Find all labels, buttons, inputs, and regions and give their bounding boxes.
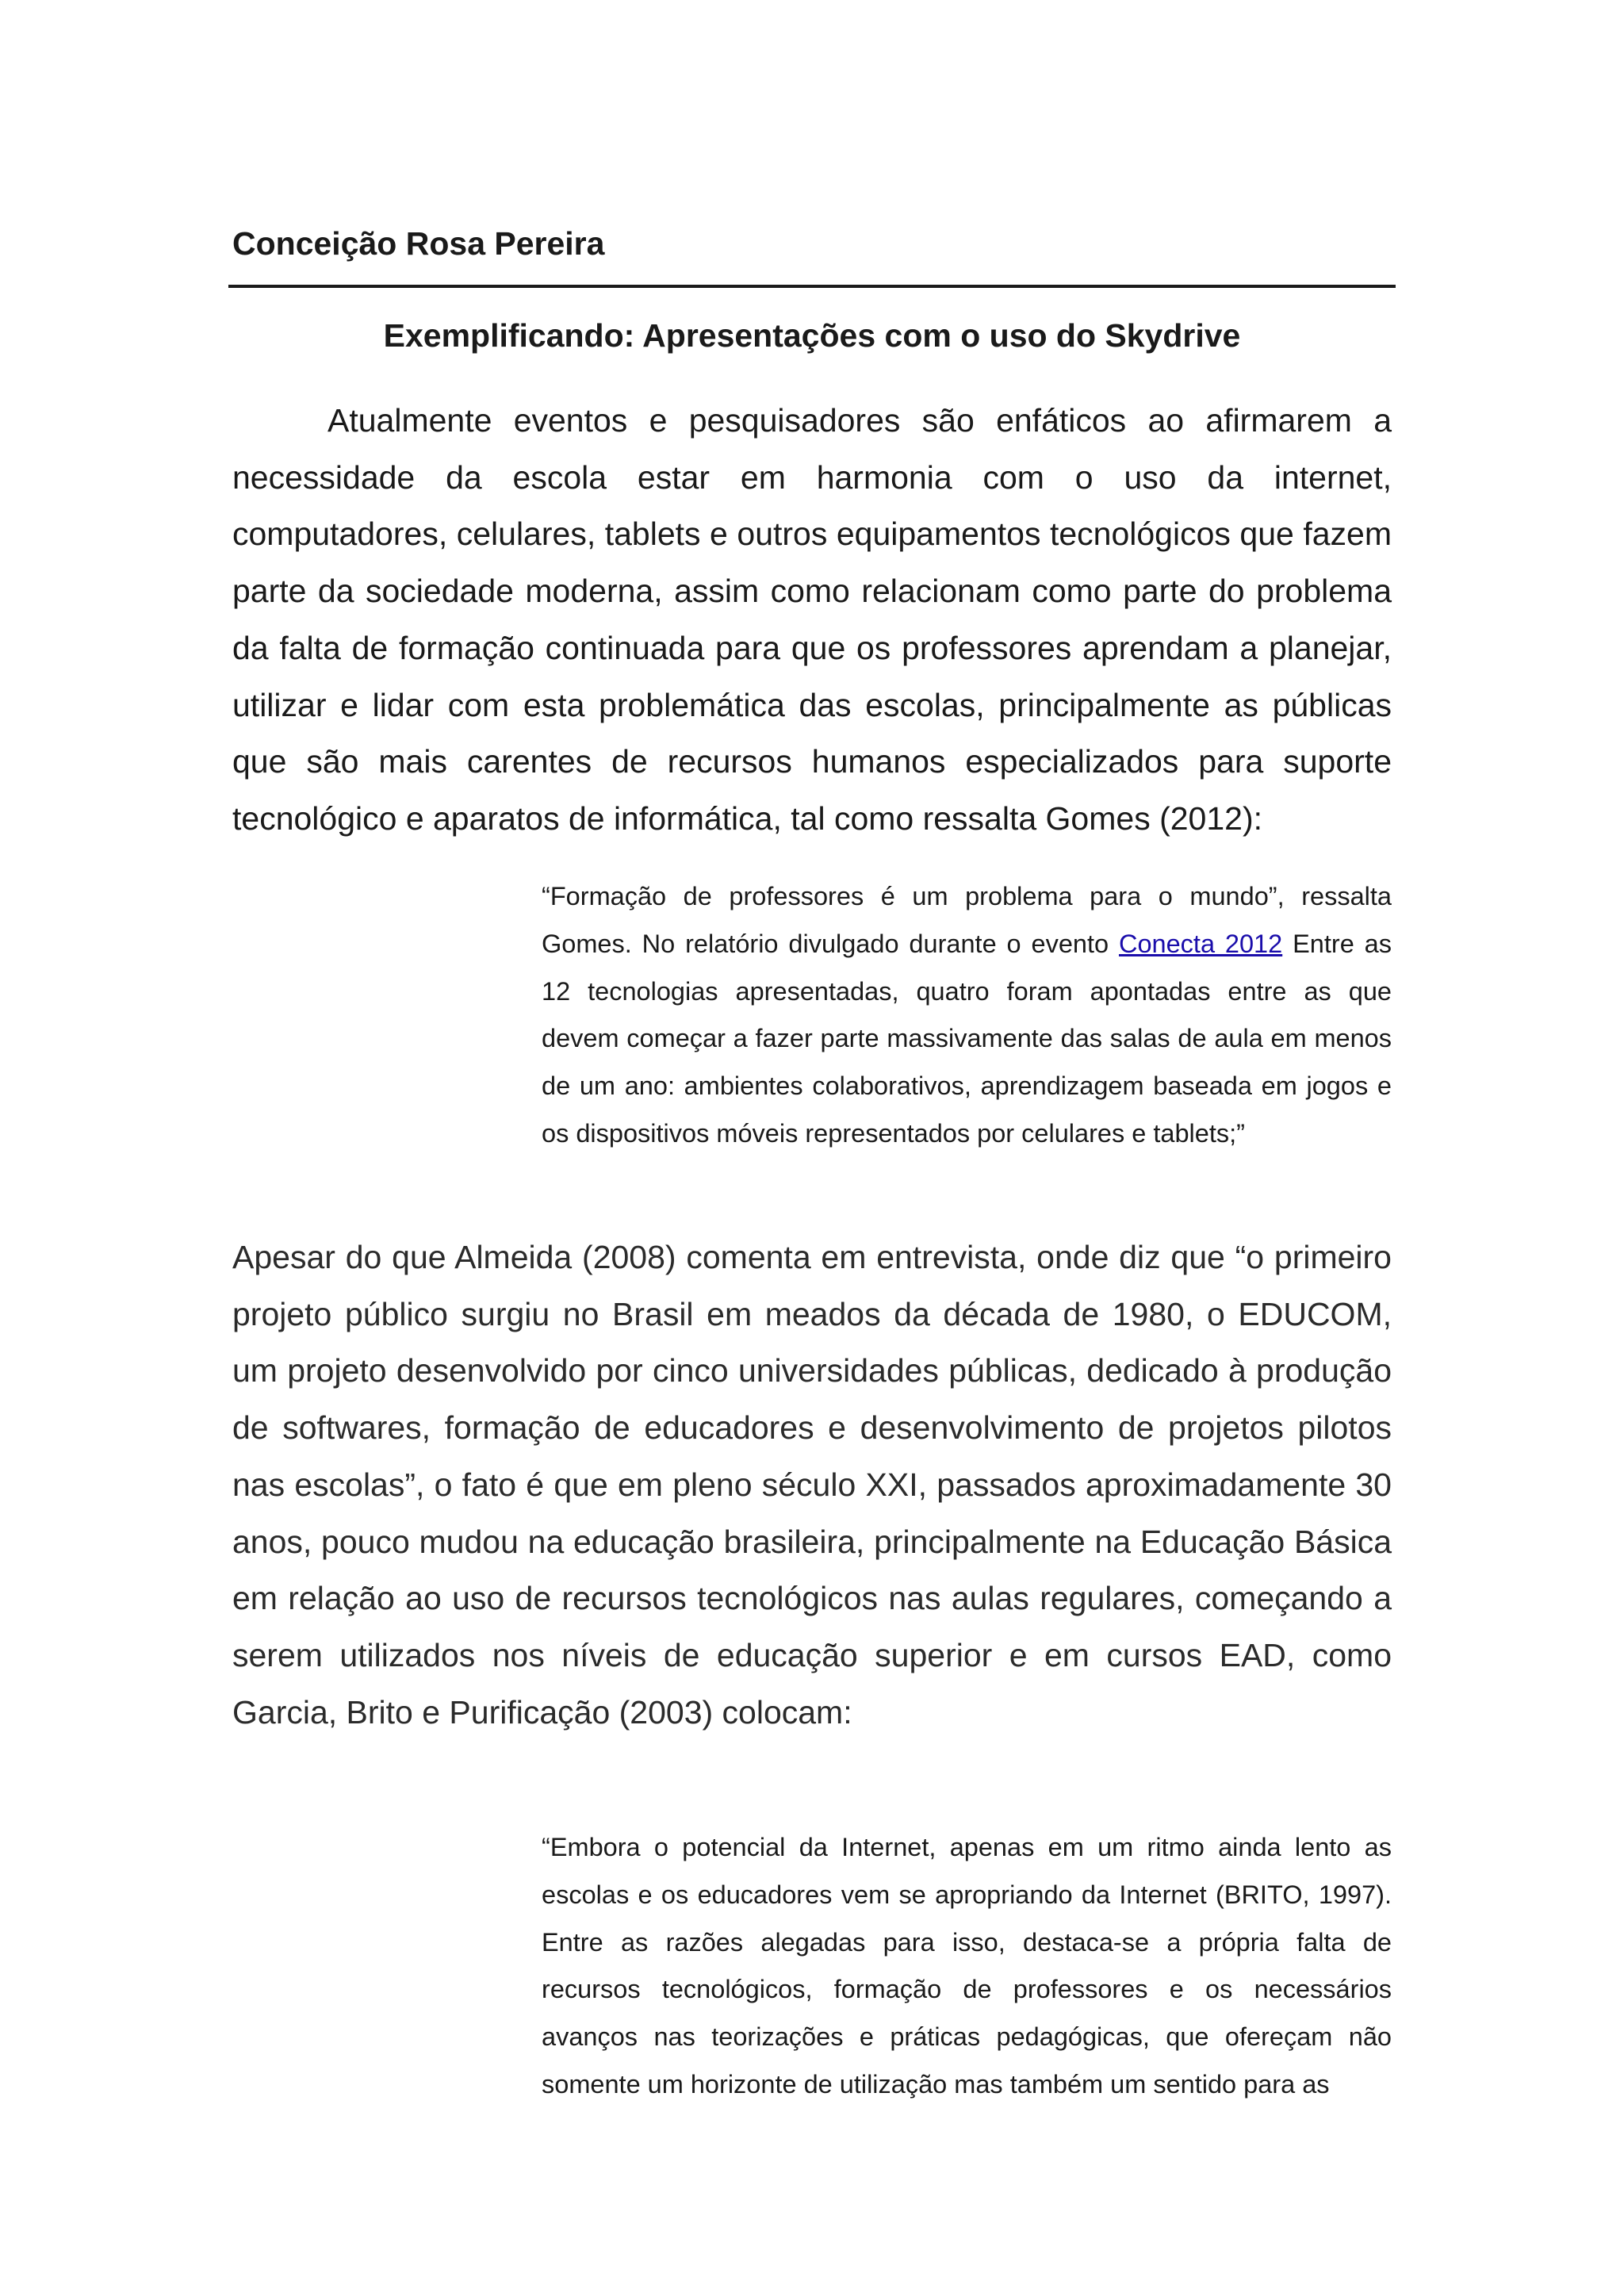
quote-text-before-link: “Formação de professores é um problema para o mundo”, ressalta Gomes. No relatório divulgado durante o evento [542,882,1392,958]
block-quote-brito: “Embora o potencial da Internet, apenas em um ritmo ainda lento as escolas e os educadores vem se apropriando da Internet (BRITO, 1997). Entre as razões alegadas para isso, destaca-se a própria falta de recursos tecnológicos, formação de professores e os necessários avanços nas teorizações e práticas pedagógicas, que ofereçam não somente um horizonte de utilização mas também um sentido para as [542,1833,1392,2099]
author-name: Conceição Rosa Pereira [232,225,605,262]
intro-paragraph: Atualmente eventos e pesquisadores são enfáticos ao afirmarem a necessidade da escola estar em harmonia com o uso da internet, computadores, celulares, tablets e outros equipamentos tecnológicos que fazem parte da sociedade moderna, assim como relacionam como parte do problema da falta de formação continuada para que os professores aprendam a planejar, utilizar e lidar com esta problemática das escolas, principalmente as públicas que são mais carentes de recursos humanos especializados para suporte tecnológico e aparatos de informática, tal como ressalta Gomes (2012): [232,402,1392,837]
page-title: Exemplificando: Apresentações com o uso do Skydrive [383,317,1241,354]
block-quote-gomes [542,873,1392,1158]
quote-text-after-link: Entre as 12 tecnologias apresentadas, quatro foram apontadas entre as que devem começar a fazer parte massivamente das salas de aula em menos de um ano: ambientes colaborativos, aprendizagem baseada em jogos e os dispositivos móveis representados por celulares e tablets;” [542,929,1392,1148]
almeida-paragraph: Apesar do que Almeida (2008) comenta em entrevista, onde diz que “o primeiro projeto público surgiu no Brasil em meados da década de 1980, o EDUCOM, um projeto desenvolvido por cinco universidades públicas, dedicado à produção de softwares, formação de educadores e desenvolvimento de projetos pilotos nas escolas”, o fato é que em pleno século XXI, passados aproximadamente 30 anos, pouco mudou na educação brasileira, principalmente na Educação Básica em relação ao uso de recursos tecnológicos nas aulas regulares, começando a serem utilizados nos níveis de educação superior e em cursos EAD, como Garcia, Brito e Purificação (2003) colocam: [232,1239,1392,1731]
header-divider [228,285,1396,288]
conecta-2012-link[interactable]: Conecta 2012 [1118,929,1283,958]
